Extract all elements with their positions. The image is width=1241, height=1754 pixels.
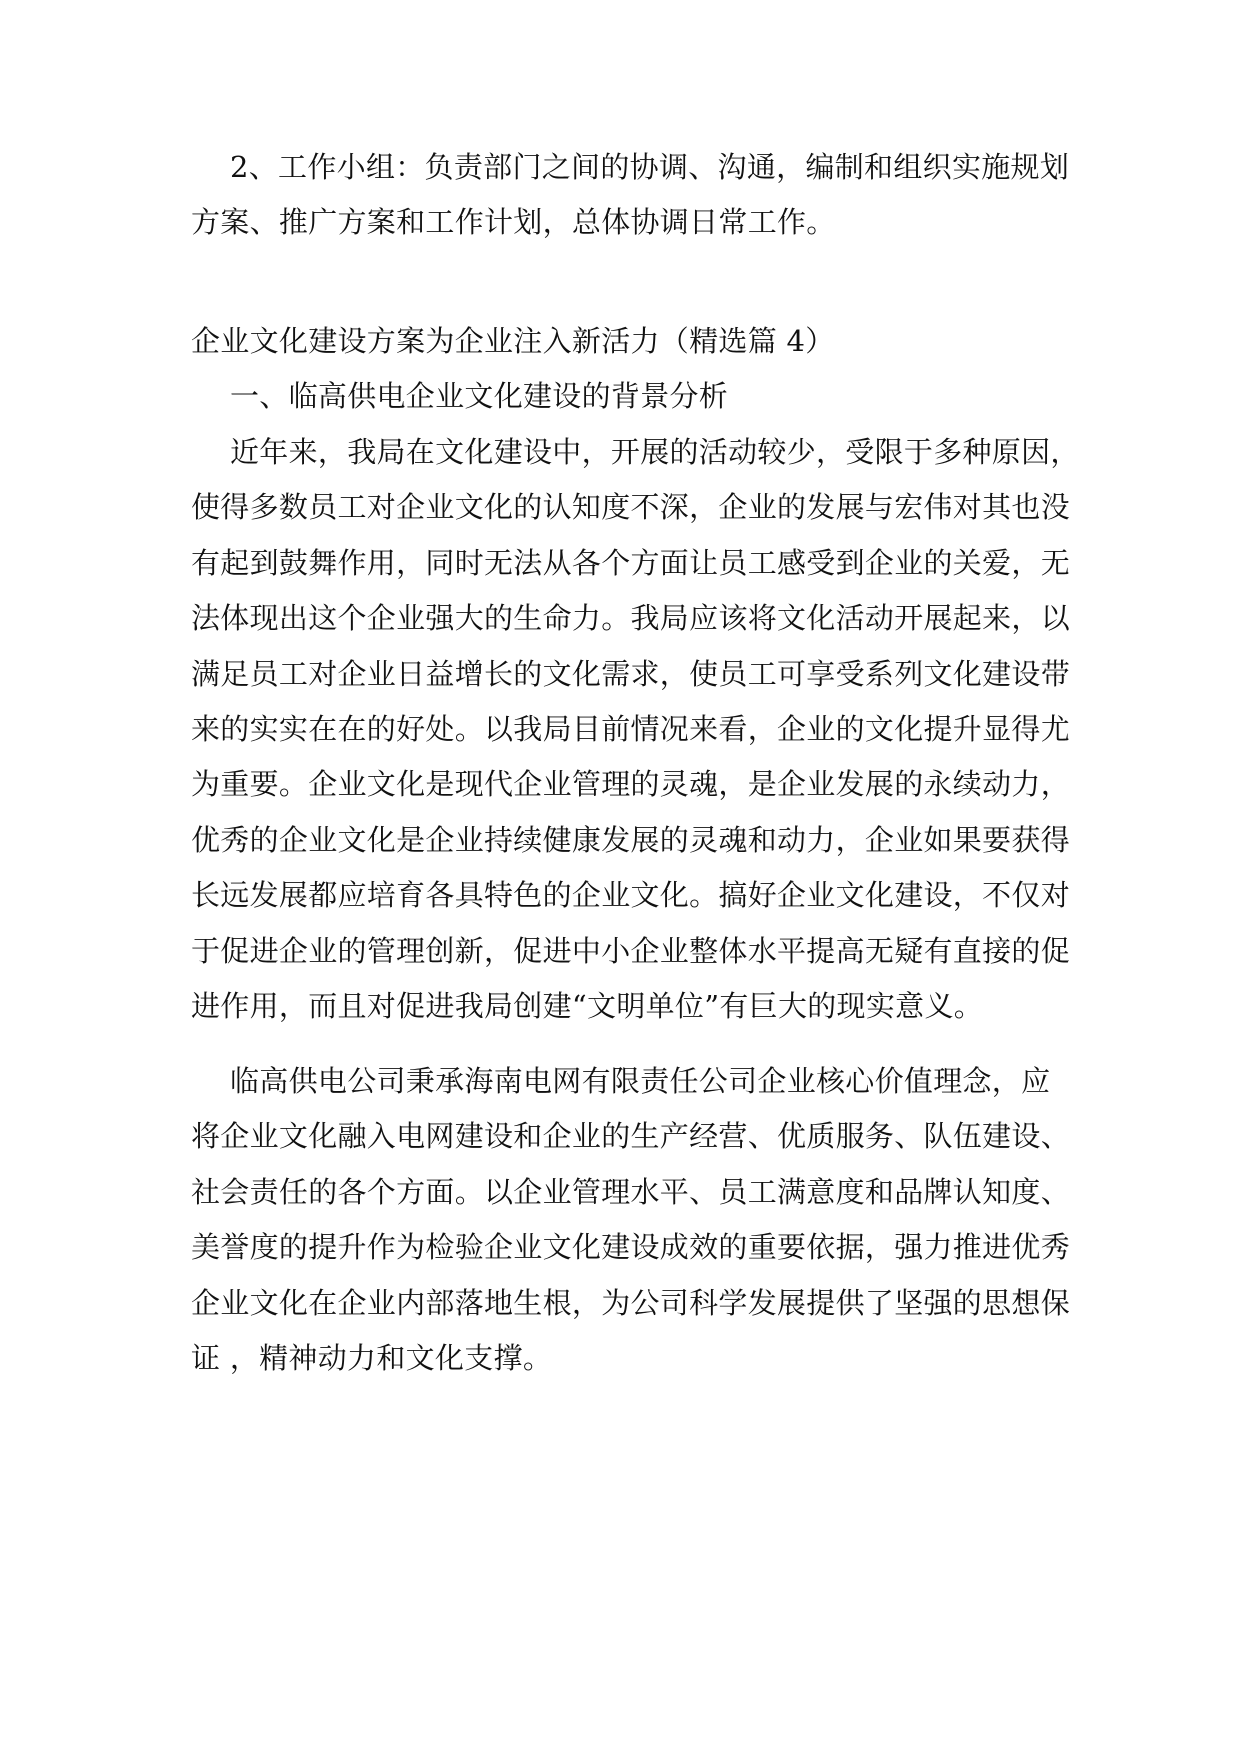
paragraph-line: 将企业文化融入电网建设和企业的生产经营、优质服务、队伍建设、 <box>191 1119 1071 1153</box>
paragraph-line: 优秀的企业文化是企业持续健康发展的灵魂和动力，企业如果要获得 <box>191 823 1071 857</box>
paragraph-line: 进作用，而且对促进我局创建“文明单位”有巨大的现实意义。 <box>191 989 984 1023</box>
paragraph-line: 企业文化在企业内部落地生根，为公司科学发展提供了坚强的思想保 <box>191 1286 1071 1320</box>
text-line: 2、工作小组：负责部门之间的协调、沟通，编制和组织实施规划 <box>230 150 1070 184</box>
paragraph-line: 社会责任的各个方面。以企业管理水平、员工满意度和品牌认知度、 <box>191 1175 1071 1209</box>
text-line: 方案、推广方案和工作计划，总体协调日常工作。 <box>191 205 836 239</box>
paragraph-line: 使得多数员工对企业文化的认知度不深，企业的发展与宏伟对其也没 <box>191 490 1071 524</box>
paragraph-line: 证 ，精神动力和文化支撑。 <box>191 1341 553 1375</box>
article-title: 企业文化建设方案为企业注入新活力（精选篇 4） <box>191 324 835 358</box>
paragraph-line: 满足员工对企业日益增长的文化需求，使员工可享受系列文化建设带 <box>191 657 1071 691</box>
paragraph-line: 来的实实在在的好处。以我局目前情况来看，企业的文化提升显得尤 <box>191 712 1071 746</box>
paragraph-line: 于促进企业的管理创新，促进中小企业整体水平提高无疑有直接的促 <box>191 934 1071 968</box>
paragraph-line: 法体现出这个企业强大的生命力。我局应该将文化活动开展起来，以 <box>191 601 1071 635</box>
paragraph-line: 长远发展都应培育各具特色的企业文化。搞好企业文化建设，不仅对 <box>191 878 1071 912</box>
paragraph-line: 临高供电公司秉承海南电网有限责任公司企业核心价值理念，应 <box>230 1064 1051 1098</box>
paragraph-line: 有起到鼓舞作用，同时无法从各个方面让员工感受到企业的关爱，无 <box>191 546 1071 580</box>
paragraph-line: 近年来，我局在文化建设中，开展的活动较少，受限于多种原因， <box>230 435 1080 469</box>
section-heading: 一、临高供电企业文化建设的背景分析 <box>230 379 729 413</box>
paragraph-line: 为重要。企业文化是现代企业管理的灵魂，是企业发展的永续动力， <box>191 767 1071 801</box>
paragraph-line: 美誉度的提升作为检验企业文化建设成效的重要依据，强力推进优秀 <box>191 1230 1071 1264</box>
